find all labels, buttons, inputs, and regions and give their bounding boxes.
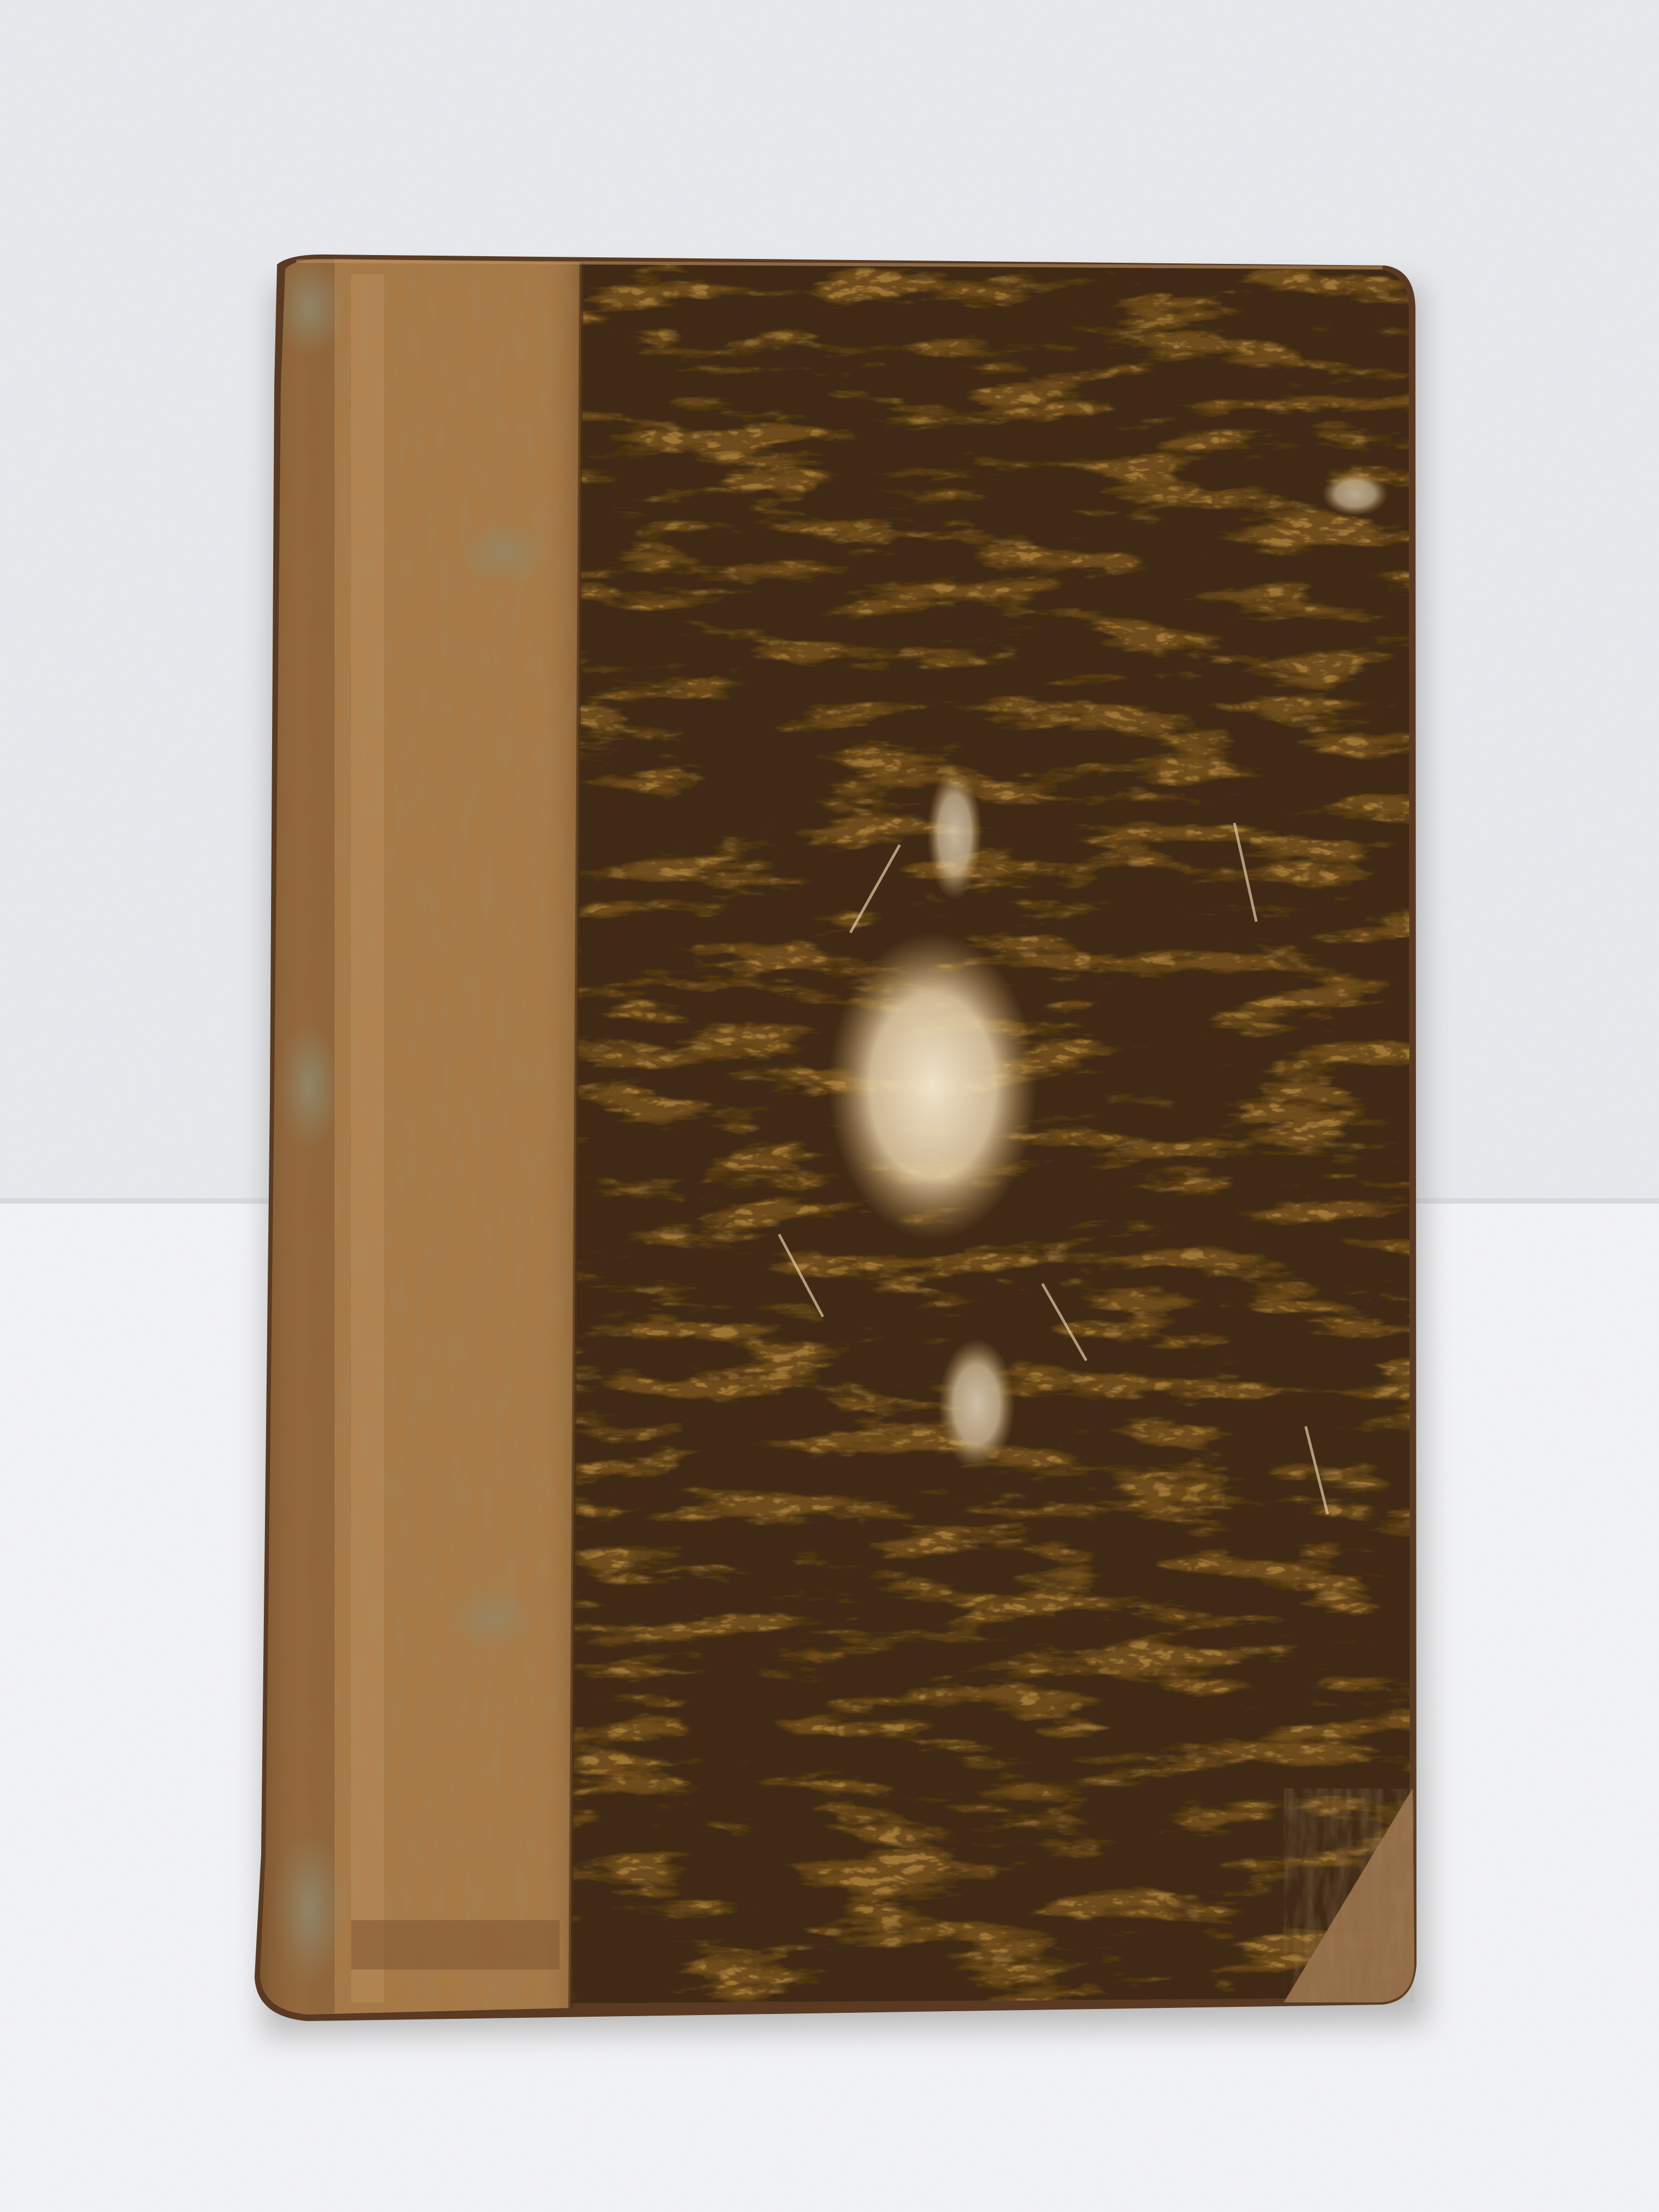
board-wear-right	[1322, 472, 1388, 516]
board-wear-lower	[938, 1339, 1015, 1470]
leather-spine	[252, 252, 592, 2030]
board-wear-upper	[927, 768, 982, 900]
marbled-board	[549, 258, 1426, 2013]
board-wear-center	[828, 933, 1037, 1240]
spine-bottom-wear	[351, 1920, 560, 1970]
spine-shading	[252, 252, 592, 2030]
